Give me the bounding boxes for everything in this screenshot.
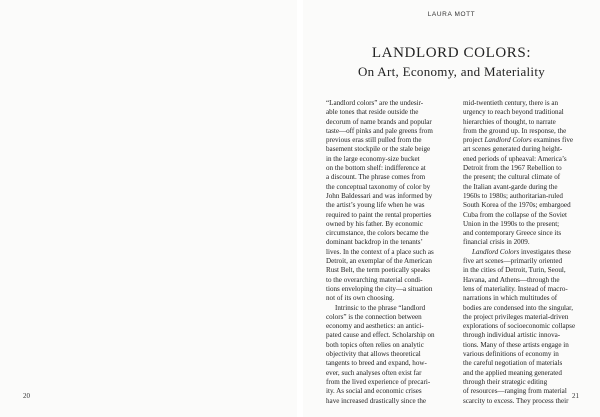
- text-line: urgency to reach beyond traditional: [463, 108, 564, 117]
- paragraph-2-continued: [463, 99, 587, 248]
- text-line: art scenes generated during height-: [463, 145, 563, 154]
- text-line: have increased drastically since the: [326, 396, 427, 405]
- text-line: explorations of socioeconomic collapse: [463, 322, 576, 331]
- text-line: Intrinsic to the phrase “landlord: [335, 303, 426, 312]
- paragraph-1: [326, 99, 450, 304]
- text-line: from the lived experience of precari-: [326, 377, 431, 386]
- text-line: basement stockpile or the stale beige: [326, 145, 431, 154]
- text-column-right: [463, 99, 587, 406]
- text-line: hierarchies of thought, to narrate: [463, 117, 556, 126]
- text-line: economy and aesthetics: an antici-: [326, 322, 424, 331]
- text-line-italic-title: Landlord Colors investigates these: [472, 247, 571, 256]
- text-line: decorum of name brands and popular: [326, 117, 432, 126]
- text-line: ened periods of upheaval: America’s: [463, 154, 567, 163]
- text-line: the conceptual taxonomy of color by: [326, 182, 431, 191]
- text-line: required to paint the rental properties: [326, 210, 432, 219]
- left-page: [0, 0, 297, 417]
- text-line: ever, such analyses often exist far: [326, 368, 422, 377]
- text-line: taste—off pinks and pale greens from: [326, 126, 433, 135]
- right-page: [303, 0, 600, 417]
- text-line: 1960s to 1980s; authoritarian-ruled: [463, 191, 563, 200]
- chapter-subtitle: On Art, Economy, and Materiality: [357, 64, 546, 79]
- text-line: through individual artistic innova-: [463, 331, 561, 340]
- text-line-italic-title: project Landlord Colors examines five: [463, 136, 574, 145]
- text-line: South Korea of the 1970s; embargoed: [463, 201, 571, 210]
- text-line: the present; the cultural climate of: [463, 173, 561, 182]
- text-line: pated cause and effect. Scholarship on: [326, 331, 435, 340]
- paragraph-3: [463, 248, 587, 406]
- text-line: narrations in which multitudes of: [463, 294, 558, 303]
- text-line: tions enveloping the city—a situation: [326, 284, 433, 293]
- text-line: circumstance, the colors became the: [326, 229, 429, 238]
- chapter-title-block: [303, 44, 600, 80]
- text-line: lens of materiality. Instead of macro-: [463, 284, 568, 293]
- text-line: previous eras still pulled from the: [326, 136, 422, 145]
- text-line: on the bottom shelf: indifference at: [326, 164, 426, 173]
- text-line: to the overarching material condi-: [326, 275, 423, 284]
- text-line: five art scenes—primarily oriented: [463, 257, 563, 266]
- text-line: able tones that reside outside the: [326, 108, 419, 117]
- text-line: dominant backdrop in the tenants’: [326, 238, 423, 247]
- text-line: Detroit from the 1967 Rebellion to: [463, 164, 562, 173]
- page-number-right: 21: [572, 392, 579, 400]
- text-line: and contemporary Greece since its: [463, 229, 562, 238]
- text-line: of resources—ranging from material: [463, 387, 567, 396]
- text-line: tions. Many of these artists engage in: [463, 340, 569, 349]
- text-line: through their strategic editing: [463, 377, 548, 386]
- text-line: not of its own choosing.: [326, 294, 395, 303]
- chapter-title: LANDLORD COLORS:: [371, 45, 532, 61]
- text-line: the artist’s young life when he was: [326, 201, 425, 210]
- text-line: lives. In the context of a place such as: [326, 247, 434, 256]
- text-line: Cuba from the collapse of the Soviet: [463, 210, 568, 219]
- text-line: Havana, and Athens—through the: [463, 275, 560, 284]
- text-line: the Italian avant-garde during the: [463, 182, 558, 191]
- text-line: tangents to breed and expand, how-: [326, 359, 427, 368]
- text-line: financial crisis in 2009.: [463, 238, 530, 247]
- text-line: owned by his father. By economic: [326, 219, 423, 228]
- text-line: in the cities of Detroit, Turin, Seoul,: [463, 266, 566, 275]
- text-line: “Landlord colors” are the undesir-: [326, 99, 424, 107]
- text-line: from the ground up. In response, the: [463, 126, 567, 135]
- running-head: LAURA MOTT: [427, 11, 476, 18]
- text-line: bodies are condensed into the singular,: [463, 303, 574, 312]
- text-line: Detroit, an exemplar of the American: [326, 257, 432, 266]
- text-line: both topics often relies on analytic: [326, 340, 424, 349]
- text-line: colors” is the connection between: [326, 312, 422, 321]
- text-line: the careful negotiation of materials: [463, 359, 563, 368]
- text-line: Rust Belt, the term poetically speaks: [326, 266, 431, 275]
- text-line: scarcity to excess. They process their: [463, 396, 569, 405]
- page-number-left: 20: [23, 392, 30, 400]
- text-column-left: [326, 99, 450, 406]
- text-line: the project privileges material-driven: [463, 312, 569, 321]
- text-line: in the large economy-size bucket: [326, 154, 420, 163]
- paragraph-2: [326, 304, 450, 406]
- text-line: various definitions of economy in: [463, 350, 559, 359]
- text-line: and the applied meaning generated: [463, 368, 562, 377]
- text-line: objectivity that allows theoretical: [326, 350, 421, 359]
- text-line: mid-twentieth century, there is an: [463, 99, 559, 107]
- text-line: a discount. The phrase comes from: [326, 173, 426, 182]
- text-line: ity. As social and economic crises: [326, 387, 422, 396]
- text-line: Union in the 1990s to the present;: [463, 219, 560, 228]
- text-line: John Baldessari and was informed by: [326, 191, 433, 200]
